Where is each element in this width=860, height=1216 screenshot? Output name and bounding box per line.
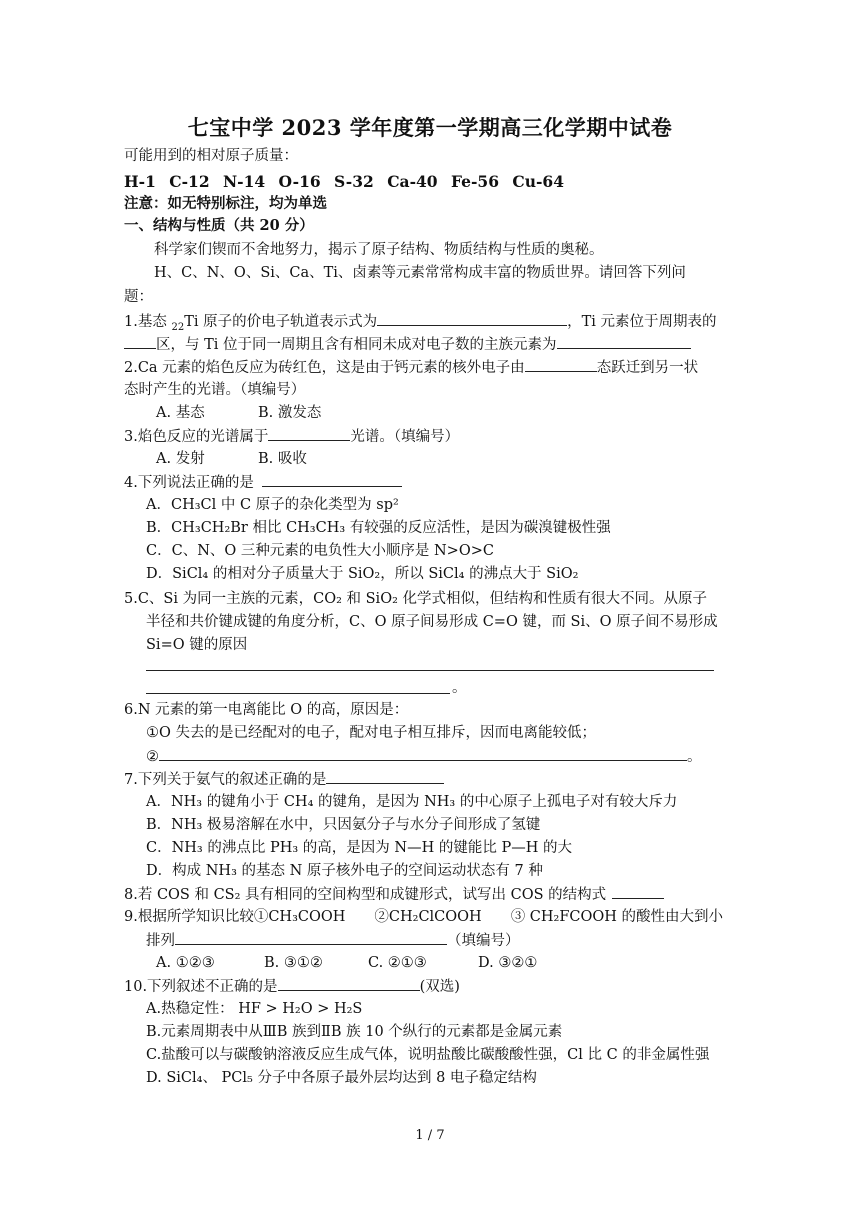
q1-text-b: Ti 原子的价电子轨道表示式为 [184,314,378,330]
question-8 [124,884,664,905]
q7-option-c: C．NH₃ 的沸点比 PH₃ 的高，是因为 N—H 的键能比 P—H 的大 [146,840,572,856]
q10-tag: (双选) [419,979,460,995]
question-1-line-2 [124,334,691,355]
question-6-line-1: 6.N 元素的第一电离能比 O 的高，原因是： [124,702,409,718]
q7-text: 7.下列关于氨气的叙述正确的是 [124,772,327,788]
section-heading: 一、结构与性质（共 20 分） [124,217,314,234]
answer-blank[interactable] [557,334,691,349]
q10-option-a: A.热稳定性： HF > H₂O > H₂S [146,1001,363,1017]
q2-text-a: 2.Ca 元素的焰色反应为砖红色，这是由于钙元素的核外电子由 [124,360,525,376]
section-intro-1: 科学家们锲而不舍地努力，揭示了原子结构、物质结构与性质的奥秘。 [154,242,604,258]
question-4-stem [124,472,402,493]
note: 注意：如无特别标注，均为单选 [124,195,327,212]
answer-blank[interactable] [377,311,567,326]
answer-blank[interactable] [525,357,597,372]
question-6-line-3 [146,746,702,767]
q8-text: 8.若 COS 和 CS₂ 具有相同的空间构型和成键形式，试写出 COS 的结构式 [124,887,607,903]
question-6-line-2: ①O 失去的是已经配对的电子，配对电子相互排斥，因而电离能较低； [146,725,596,741]
atomic-masses: H-1 C-12 N-14 O-16 S-32 Ca-40 Fe-56 Cu-64 [124,172,564,191]
q2-text-b: 态跃迁到另一状 [596,360,699,376]
question-2-line-2: 态时产生的光谱。（填编号） [124,382,306,398]
answer-blank[interactable] [612,884,664,899]
q4-option-d: D．SiCl₄ 的相对分子质量大于 SiO₂，所以 SiCl₄ 的沸点大于 SiO₂ [146,566,579,582]
answer-blank[interactable] [262,472,402,487]
answer-line[interactable] [146,693,450,694]
section-intro-2: H、C、N、O、Si、Ca、Ti、卤素等元素常常构成丰富的物质世界。请回答下列问 [154,265,686,281]
question-2-line-1 [124,357,698,378]
question-9-line-2 [146,930,520,951]
q9-option-b: B. ③①② [264,955,323,971]
page-number: 1 / 7 [415,1128,445,1143]
q2-option-a: A. 基态 [156,405,205,421]
question-9-line-1: 9.根据所学知识比较①CH₃COOH ②CH₂ClCOOH ③ CH₂FCOOH 的酸性由大到小 [124,909,724,925]
q2-option-b: B. 激发态 [258,405,322,421]
q5-period: 。 [452,680,467,696]
q10-option-b: B.元素周期表中从ⅢB 族到ⅡB 族 10 个纵行的元素都是金属元素 [146,1024,563,1040]
q3-text-b: 光谱。（填编号） [350,429,460,445]
q7-option-b: B．NH₃ 极易溶解在水中，只因氨分子与水分子间形成了氢键 [146,817,541,833]
answer-blank[interactable] [159,746,687,761]
q10-option-d: D. SiCl₄、 PCl₅ 分子中各原子最外层均达到 8 电子稳定结构 [146,1070,537,1086]
question-10-stem [124,976,460,997]
answer-blank[interactable] [124,334,156,349]
exam-title: 七宝中学 2023 学年度第一学期高三化学期中试卷 [187,115,673,140]
question-7-stem [124,769,444,790]
q1-text-a: 1.基态 [124,314,172,330]
q9-option-d: D. ③②① [478,955,538,971]
q3-option-a: A. 发射 [156,451,205,467]
q1-subscript: 22 [171,321,185,333]
q1-text-c: ，Ti 元素位于周期表的 [567,314,717,330]
question-5-line-2: 半径和共价键成键的角度分析，C、O 原子间易形成 C=O 键，而 Si、O 原子间不易形成 [146,614,718,630]
section-intro-3: 题： [124,289,153,305]
question-5-line-1: 5.C、Si 为同一主族的元素，CO₂ 和 SiO₂ 化学式相似，但结构和性质有很大不同。从原子 [124,591,707,607]
q6-period: 。 [687,749,702,765]
q9-text-a: 排列 [146,933,175,949]
q10-text: 10.下列叙述不正确的是 [124,979,278,995]
q9-text-b: （填编号） [447,933,520,949]
question-3-line-1 [124,426,459,447]
answer-blank[interactable] [278,976,420,991]
q1-text-d: 区，与 Ti 位于同一周期且含有相同未成对电子数的主族元素为 [156,337,557,353]
q10-option-c: C.盐酸可以与碳酸钠溶液反应生成气体，说明盐酸比碳酸酸性强，Cl 比 C 的非金属性强 [146,1047,710,1063]
q3-text-a: 3.焰色反应的光谱属于 [124,429,269,445]
q4-text: 4.下列说法正确的是 [124,475,254,491]
q6-marker: ② [146,749,159,765]
atomic-mass-label: 可能用到的相对原子质量： [124,148,298,164]
q4-option-b: B．CH₃CH₂Br 相比 CH₃CH₃ 有较强的反应活性，是因为碳溴键极性强 [146,520,611,536]
q4-option-a: A．CH₃Cl 中 C 原子的杂化类型为 sp² [146,497,399,513]
q9-option-c: C. ②①③ [368,955,427,971]
answer-blank[interactable] [326,769,444,784]
q4-option-c: C．C、N、O 三种元素的电负性大小顺序是 N>O>C [146,543,494,559]
answer-line[interactable] [146,670,714,671]
answer-blank[interactable] [175,930,447,945]
q7-option-a: A．NH₃ 的键角小于 CH₄ 的键角，是因为 NH₃ 的中心原子上孤电子对有较大斥力 [146,794,678,810]
question-5-line-3: Si=O 键的原因 [146,637,248,653]
q9-option-a: A. ①②③ [156,955,215,971]
q7-option-d: D．构成 NH₃ 的基态 N 原子核外电子的空间运动状态有 7 种 [146,863,543,879]
q3-option-b: B. 吸收 [258,451,307,467]
answer-blank[interactable] [268,426,350,441]
